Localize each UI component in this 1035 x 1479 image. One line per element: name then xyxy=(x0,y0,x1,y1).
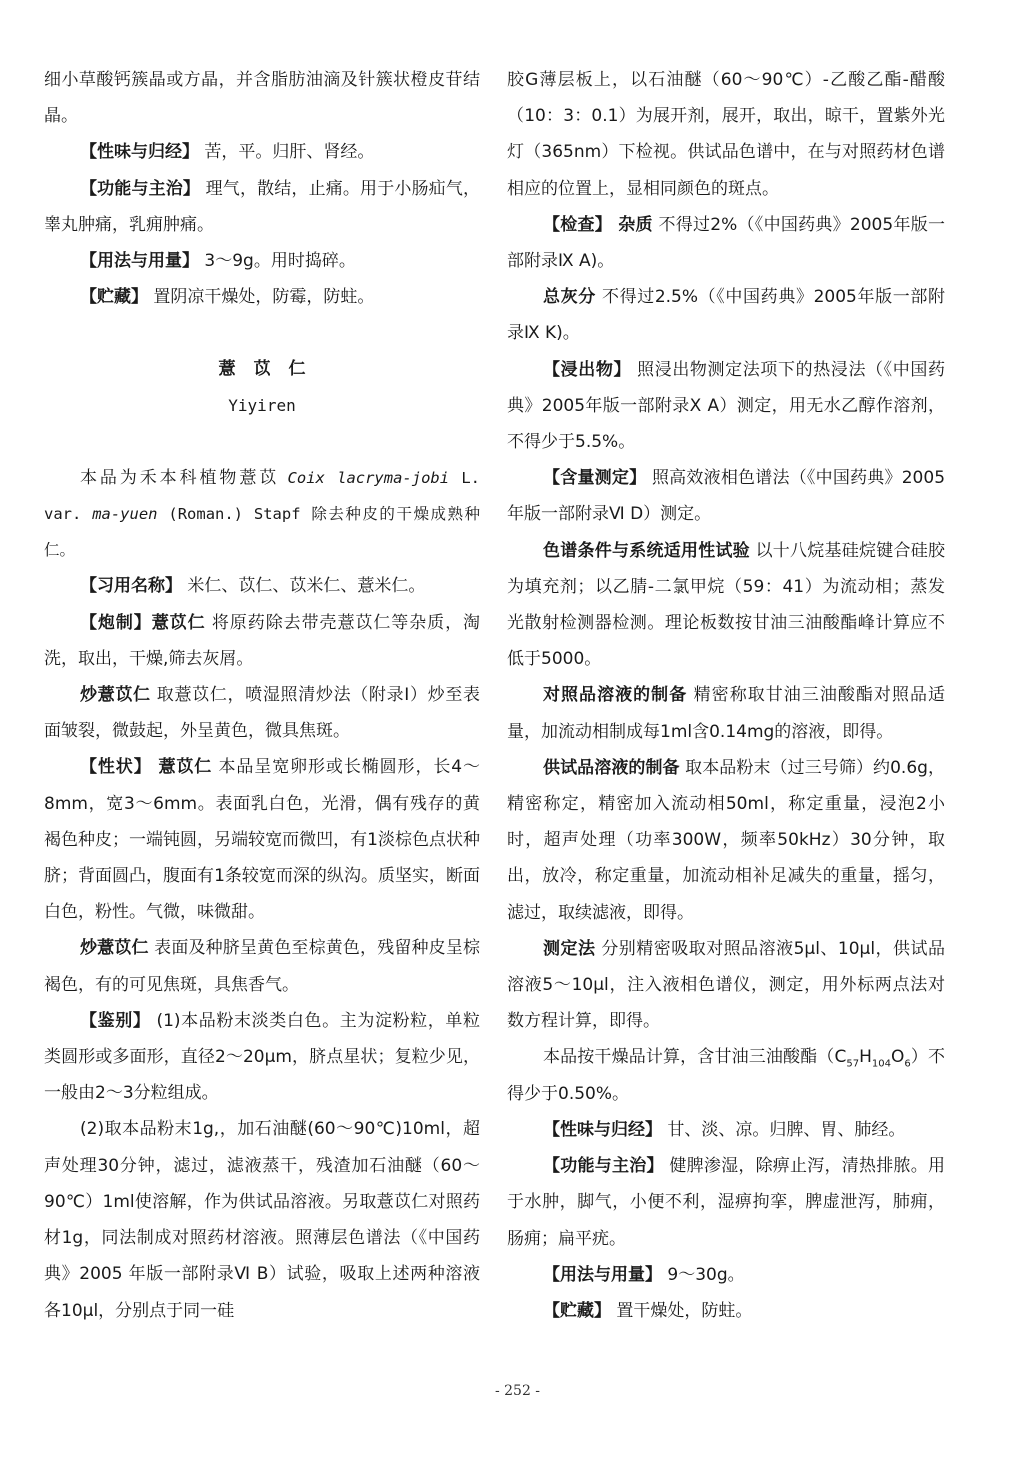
section-processing-fried: 炒薏苡仁 取薏苡仁，喷湿照清炒法（附录Ⅰ）炒至表面皱裂，微鼓起，外呈黄色，微具焦斑。 xyxy=(44,685,481,742)
paragraph-continued: 细小草酸钙簇晶或方晶，并含脂肪油滴及针簇状橙皮苷结晶。 xyxy=(44,70,481,127)
right-column xyxy=(507,62,945,1329)
page-number: - 252 - xyxy=(494,1383,541,1399)
section-assay: 【含量测定】 照高效液相色谱法（《中国药典》2005年版一部附录Ⅵ D）测定。 xyxy=(507,468,946,525)
section-description-fried: 炒薏苡仁 表面及种脐呈黄色至棕黄色，残留种皮呈棕褐色，有的可见焦斑，具焦香气。 xyxy=(44,938,480,995)
section-processing: 【炮制】薏苡仁 将原药除去带壳薏苡仁等杂质，淘洗，取出，干燥,筛去灰屑。 xyxy=(44,612,481,669)
spacer xyxy=(44,424,480,460)
section-procedure: 测定法 分别精密吸取对照品溶液5μl、10μl，供试品溶液5～10μl，注入液相色谱仪，测定，用外标两点法对数方程计算，即得。 xyxy=(507,938,945,1032)
section-function-indication-2: 【功能与主治】 健脾渗湿，除痹止泻，清热排脓。用于水肿，脚气，小便不利，湿痹拘挛，脾虚泄泻，肺痈，肠痈；扁平疣。 xyxy=(507,1156,945,1249)
section-storage-2: 【贮藏】 置干燥处，防蛀。 xyxy=(543,1300,753,1321)
section-inspection: 【检查】 杂质 不得过2%（《中国药典》2005年版一部附录Ⅸ A)。 xyxy=(507,214,945,272)
section-chromatography: 色谱条件与系统适用性试验 以十八烷基硅烷键合硅胶为填充剂；以乙腈-二氯甲烷（59：41）为流动相；蒸发光散射检测器检测。理论板数按甘油三油酸酯峰计算应不低于5000。 xyxy=(507,540,946,670)
section-identification-2: (2)取本品粉末1g,，加石油醚(60～90℃)10ml，超声处理30分钟，滤过，滤液蒸干，残渣加石油醚（60～90℃）1ml使溶解，作为供试品溶液。另取薏苡仁对照药材1g，同法制成对照药材溶液。照薄层色谱法（《中国药典》2005 年版一部附录Ⅵ B）试验，吸取上述两种溶液各10μl，分别点于同一硅 xyxy=(44,1119,480,1321)
monograph-title: 薏苡仁 xyxy=(218,359,324,380)
paragraph-continued-right: 胶G薄层板上，以石油醚（60～90℃）-乙酸乙酯-醋酸（10：3：0.1）为展开剂，展开，取出，晾干，置紫外光灯（365nm）下检视。供试品色谱中，在与对照药材色谱相应的位置上，显相同颜色的斑点。 xyxy=(507,70,945,199)
spacer xyxy=(44,315,480,351)
section-storage: 【贮藏】 置阴凉干燥处，防霉，防蛀。 xyxy=(80,287,375,308)
left-column xyxy=(44,62,480,1329)
section-extract: 【浸出物】 照浸出物测定法项下的热浸法（《中国药典》2005年版一部附录Ⅹ A）测定，用无水乙醇作溶剂，不得少于5.5%。 xyxy=(507,359,946,453)
section-usage-dosage: 【用法与用量】 3～9g。用时捣碎。 xyxy=(80,251,356,272)
section-content-limit: 本品按干燥品计算，含甘油三油酸酯$(C_{57}H_{104}O_6)$不得少于0.50%。 xyxy=(507,1047,946,1104)
section-test-solution: 供试品溶液的制备 取本品粉末（过三号筛）约0.6g，精密称定，精密加入流动相50ml，称定重量，浸泡2小时，超声处理（功率300W，频率50kHz）30分钟，取出，放冷，称定重量，加流动相补足减失的重量，摇匀，滤过，取续滤液，即得。 xyxy=(507,757,946,923)
section-total-ash: 总灰分 不得过2.5%（《中国药典》2005年版一部附录Ⅸ K)。 xyxy=(507,287,946,344)
section-taste-meridian-2: 【性味与归经】 甘、淡、凉。归脾、胃、肺经。 xyxy=(543,1119,906,1140)
section-usage-dosage-2: 【用法与用量】 9～30g。 xyxy=(543,1264,745,1285)
monograph-pinyin: Yiyiren xyxy=(228,395,296,415)
section-taste-meridian: 【性味与归经】 苦，平。归肝、肾经。 xyxy=(80,142,375,163)
section-common-names: 【习用名称】 米仁、苡仁、苡米仁、薏米仁。 xyxy=(80,576,426,597)
section-function-indication: 【功能与主治】 理气，散结，止痛。用于小肠疝气，睾丸肿痛，乳痈肿痛。 xyxy=(44,178,480,235)
section-description: 【性状】 薏苡仁 本品呈宽卵形或长椭圆形，长4～8mm，宽3～6mm。表面乳白色，光滑，偶有残存的黄褐色种皮；一端钝圆，另端较宽而微凹，有1淡棕色点状种脐；背面圆凸，腹面有1条较宽而深的纵沟。质坚实，断面白色，粉性。气微，味微甜。 xyxy=(44,757,480,923)
section-reference-solution: 对照品溶液的制备 精密称取甘油三油酸酯对照品适量，加流动相制成每1ml含0.14mg的溶液，即得。 xyxy=(507,685,945,742)
monograph-intro: 本品为禾本科植物薏苡 Coix lacryma-jobi L. var. ma-yuen (Roman.) Stapf 除去种皮的干燥成熟种仁。 xyxy=(44,467,481,560)
section-identification: 【鉴别】 (1)本品粉末淡类白色。主为淀粉粒，单粒类圆形或多面形，直径2～20μm，脐点星状；复粒少见，一般由2～3分粒组成。 xyxy=(44,1010,481,1104)
